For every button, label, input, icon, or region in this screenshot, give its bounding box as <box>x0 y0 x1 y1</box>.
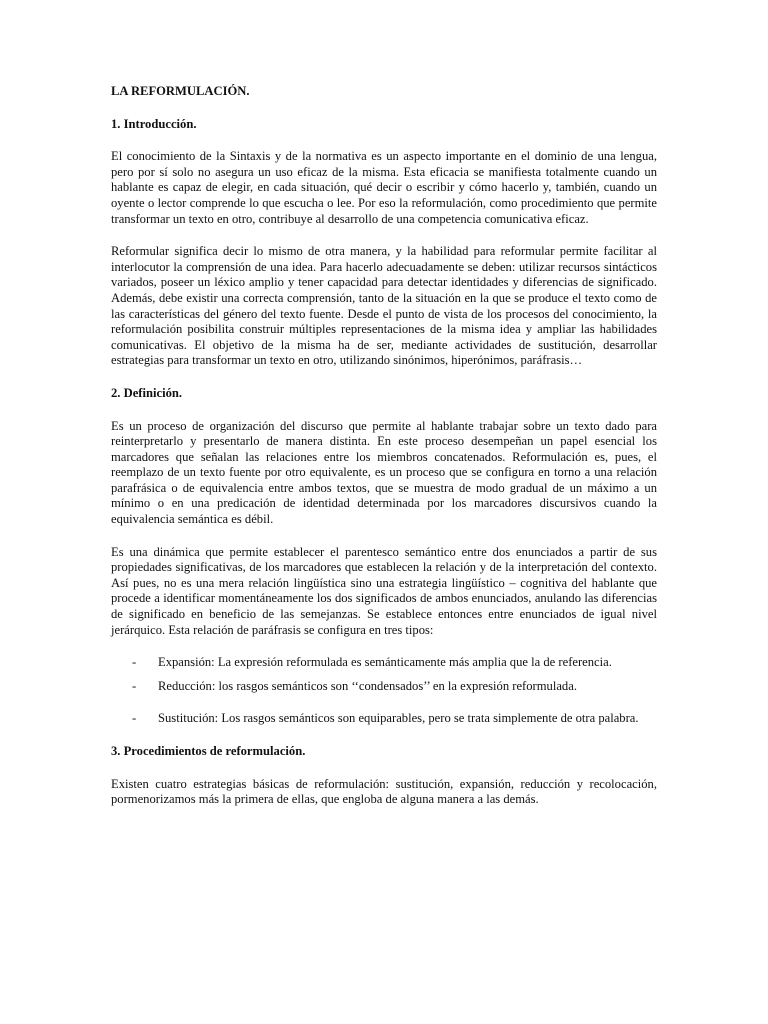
list-item <box>111 711 657 727</box>
section-heading-definicion: 2. Definición. <box>111 385 183 400</box>
paragraph: Es una dinámica que permite establecer el parentesco semántico entre dos enunciados a partir de sus propiedades significativas, de los marcadores que establecen la relación y de la interpretación del contexto. Así pues, no es una mera relación lingüística sino una estrategia lingüístico – cognitiva del hablante que procede a identificar momentáneamente los dos significados de ambos enunciados, anulando las diferencias de significado en beneficio de las semejanzas. Se establece entonces entre enunciados de igual nivel jerárquico. Esta relación de paráfrasis se configura en tres tipos: <box>111 544 657 637</box>
list-bullet: - <box>132 678 137 693</box>
paragraph: Reformular significa decir lo mismo de otra manera, y la habilidad para reformular permite facilitar al interlocutor la comprensión de una idea. Para hacerlo adecuadamente se deben: utilizar recursos sintácticos variados, poseer un léxico amplio y tener capacidad para detectar identidades y diferencias de significado. Además, debe existir una correcta comprensión, tanto de la situación en la que se produce el texto como de las características del género del texto fuente. Desde el punto de vista de los procesos del conocimiento, la reformulación posibilita construir múltiples representaciones de la misma idea y ampliar las habilidades comunicativas. El objetivo de la misma ha de ser, mediante actividades de sustitución, desarrollar estrategias para transformar un texto en otro, utilizando sinónimos, hiperónimos, paráfrasis… <box>111 244 657 368</box>
paragraph: El conocimiento de la Sintaxis y de la normativa es un aspecto importante en el dominio de una lengua, pero por sí solo no asegura un uso eficaz de la misma. Esta eficacia se manifiesta totalmente cuando un hablante es capaz de elegir, en cada situación, qué decir o escribir y cómo hacerlo y, también, cuando un oyente o lector comprende lo que escucha o lee. Por eso la reformulación, como procedimiento que permite transformar un texto en otro, contribuye al desarrollo de una competencia comunicativa eficaz. <box>111 149 657 226</box>
section-heading-introduccion: 1. Introducción. <box>111 116 197 131</box>
list-item-text: Reducción: los rasgos semánticos son ‘‘condensados’’ en la expresión reformulada. <box>158 678 577 693</box>
list-item <box>111 655 657 671</box>
paragraph: Existen cuatro estrategias básicas de reformulación: sustitución, expansión, reducción y recolocación, pormenorizamos más la primera de ellas, que engloba de alguna manera a las demás. <box>111 776 657 807</box>
list-bullet: - <box>132 655 137 670</box>
document-title: LA REFORMULACIÓN. <box>111 84 250 98</box>
paragraph: Es un proceso de organización del discurso que permite al hablante trabajar sobre un texto dado para reinterpretarlo y presentarlo de manera distinta. En este proceso desempeñan un papel esencial los marcadores que señalan las relaciones entre los miembros concatenados. Reformulación es, pues, el reemplazo de un texto fuente por otro equivalente, es un proceso que se configura en torno a una relación parafrásica o de equivalencia entre ambos textos, que se muestra de modo gradual de un máximo a un mínimo o en una predicación de identidad determinada por los marcadores discursivos cuando la equivalencia semántica es débil. <box>111 418 657 527</box>
paraphrase-types-list <box>111 655 657 727</box>
list-item <box>111 679 657 695</box>
section-heading-procedimientos: 3. Procedimientos de reformulación. <box>111 744 306 758</box>
list-bullet: - <box>132 711 137 726</box>
list-item-text: Sustitución: Los rasgos semánticos son equiparables, pero se trata simplemente de otra palabra. <box>158 711 639 726</box>
list-item-text: Expansión: La expresión reformulada es semánticamente más amplia que la de referencia. <box>158 655 612 670</box>
